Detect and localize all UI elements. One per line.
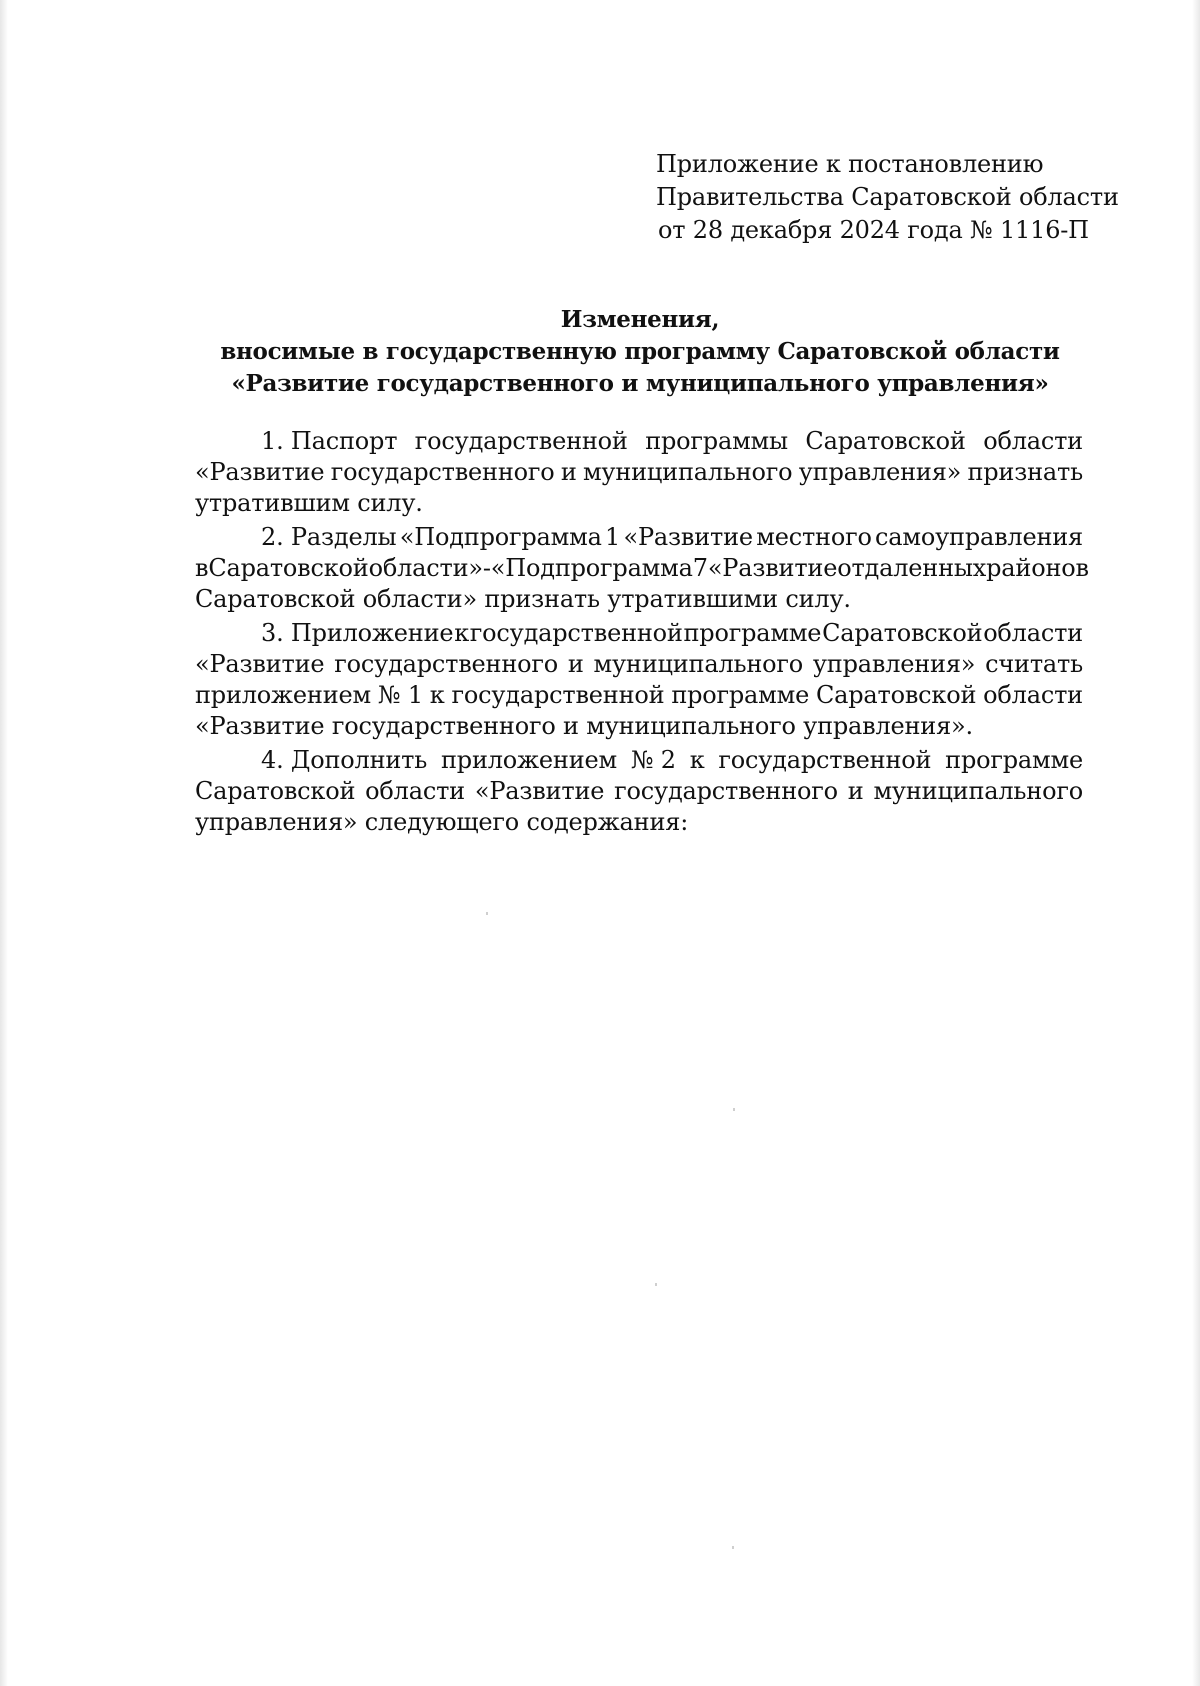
word: «Развитие [195,650,325,678]
word: в [195,554,209,582]
paragraph-3 [195,618,1083,742]
word: государственной [451,681,665,709]
paragraph-line [195,807,1083,838]
word: области [365,777,465,805]
paragraph-4 [195,745,1083,838]
word: государственной [718,746,932,774]
word: приложением [440,746,617,774]
word: - [482,554,491,582]
word: 7 [692,554,708,582]
word: Саратовской [816,681,977,709]
title-line-1: Изменения, [560,306,720,333]
word: муниципального [593,650,804,678]
word: управления» следующего содержания: [195,808,689,836]
paragraph-line [195,745,1083,776]
paragraph-line [195,584,1083,615]
paragraph-1 [195,426,1083,519]
word: программе [945,746,1083,774]
word: государственного [614,777,838,805]
paragraph-line [195,776,1083,807]
word: программе [671,681,810,709]
word: приложением [195,681,371,709]
word: «Подпрограмма [490,554,693,582]
word: к [429,681,445,709]
word: к [689,746,705,774]
word: 3. Приложение [261,619,454,647]
paragraph-line [195,649,1083,680]
scan-speck [486,912,488,915]
word: государственного [330,458,555,486]
word: Саратовской [208,554,369,582]
scan-edge-right [1192,0,1200,1686]
word: государственного [334,650,559,678]
paragraph-line [195,711,1083,742]
word: № 2 [630,746,676,774]
word: муниципального [873,777,1083,805]
document-title [195,304,1085,400]
word: 2. Разделы [261,523,397,551]
word: и [560,458,577,486]
title-line-2: вносимые в государственную программу Саратовской области [220,338,1060,365]
paragraph-line [195,618,1083,649]
scan-speck [655,1283,657,1286]
word: государственной [469,619,683,647]
word: Саратовской [195,777,356,805]
word: «Развитие [474,777,605,805]
word: области [983,681,1083,709]
word: программы [645,427,788,455]
word: области [983,619,1083,647]
word: самоуправления [875,523,1083,551]
word: программе [683,619,822,647]
word: признать [967,458,1083,486]
approval-block [656,148,1126,247]
paragraph-line [195,522,1083,553]
approval-line-1: Приложение к постановлению [656,150,1044,178]
word: Саратовской [805,427,966,455]
word: «Развитие [707,554,838,582]
paragraph-line [195,680,1083,711]
word: утратившим силу. [195,489,423,517]
paragraph-line [195,488,1083,519]
word: местного [756,523,872,551]
word: 1. Паспорт [261,427,398,455]
word: 4. Дополнить [261,746,428,774]
word: «Развитие государственного и муниципального управления». [195,712,973,740]
approval-line-2: Правительства Саратовской области [656,183,1119,211]
scan-speck [733,1108,735,1111]
scan-edge-left [0,0,8,1686]
word: районов [986,554,1089,582]
word: области» [368,554,483,582]
word: государственной [414,427,628,455]
word: и [847,777,864,805]
word: к [454,619,469,647]
word: управления» [812,650,976,678]
word: № 1 [377,681,423,709]
word: области [983,427,1083,455]
title-line-3: «Развитие государственного и муниципального управления» [231,370,1049,397]
paragraph-line [195,426,1083,457]
word: отдаленных [837,554,987,582]
document-body [195,426,1089,841]
word: Саратовской области» признать утратившими силу. [195,585,851,613]
word: «Развитие [623,523,753,551]
paragraph-2 [195,522,1089,615]
paragraph-line [195,553,1089,584]
paragraph-line [195,457,1083,488]
scan-speck [732,1546,734,1549]
word: Саратовской [822,619,983,647]
approval-line-3: от 28 декабря 2024 года № 1116-П [658,216,1089,244]
word: муниципального [582,458,793,486]
word: «Развитие [195,458,325,486]
word: и [567,650,584,678]
word: «Подпрограмма [399,523,602,551]
word: считать [985,650,1083,678]
word: управления» [798,458,962,486]
word: 1 [605,523,621,551]
